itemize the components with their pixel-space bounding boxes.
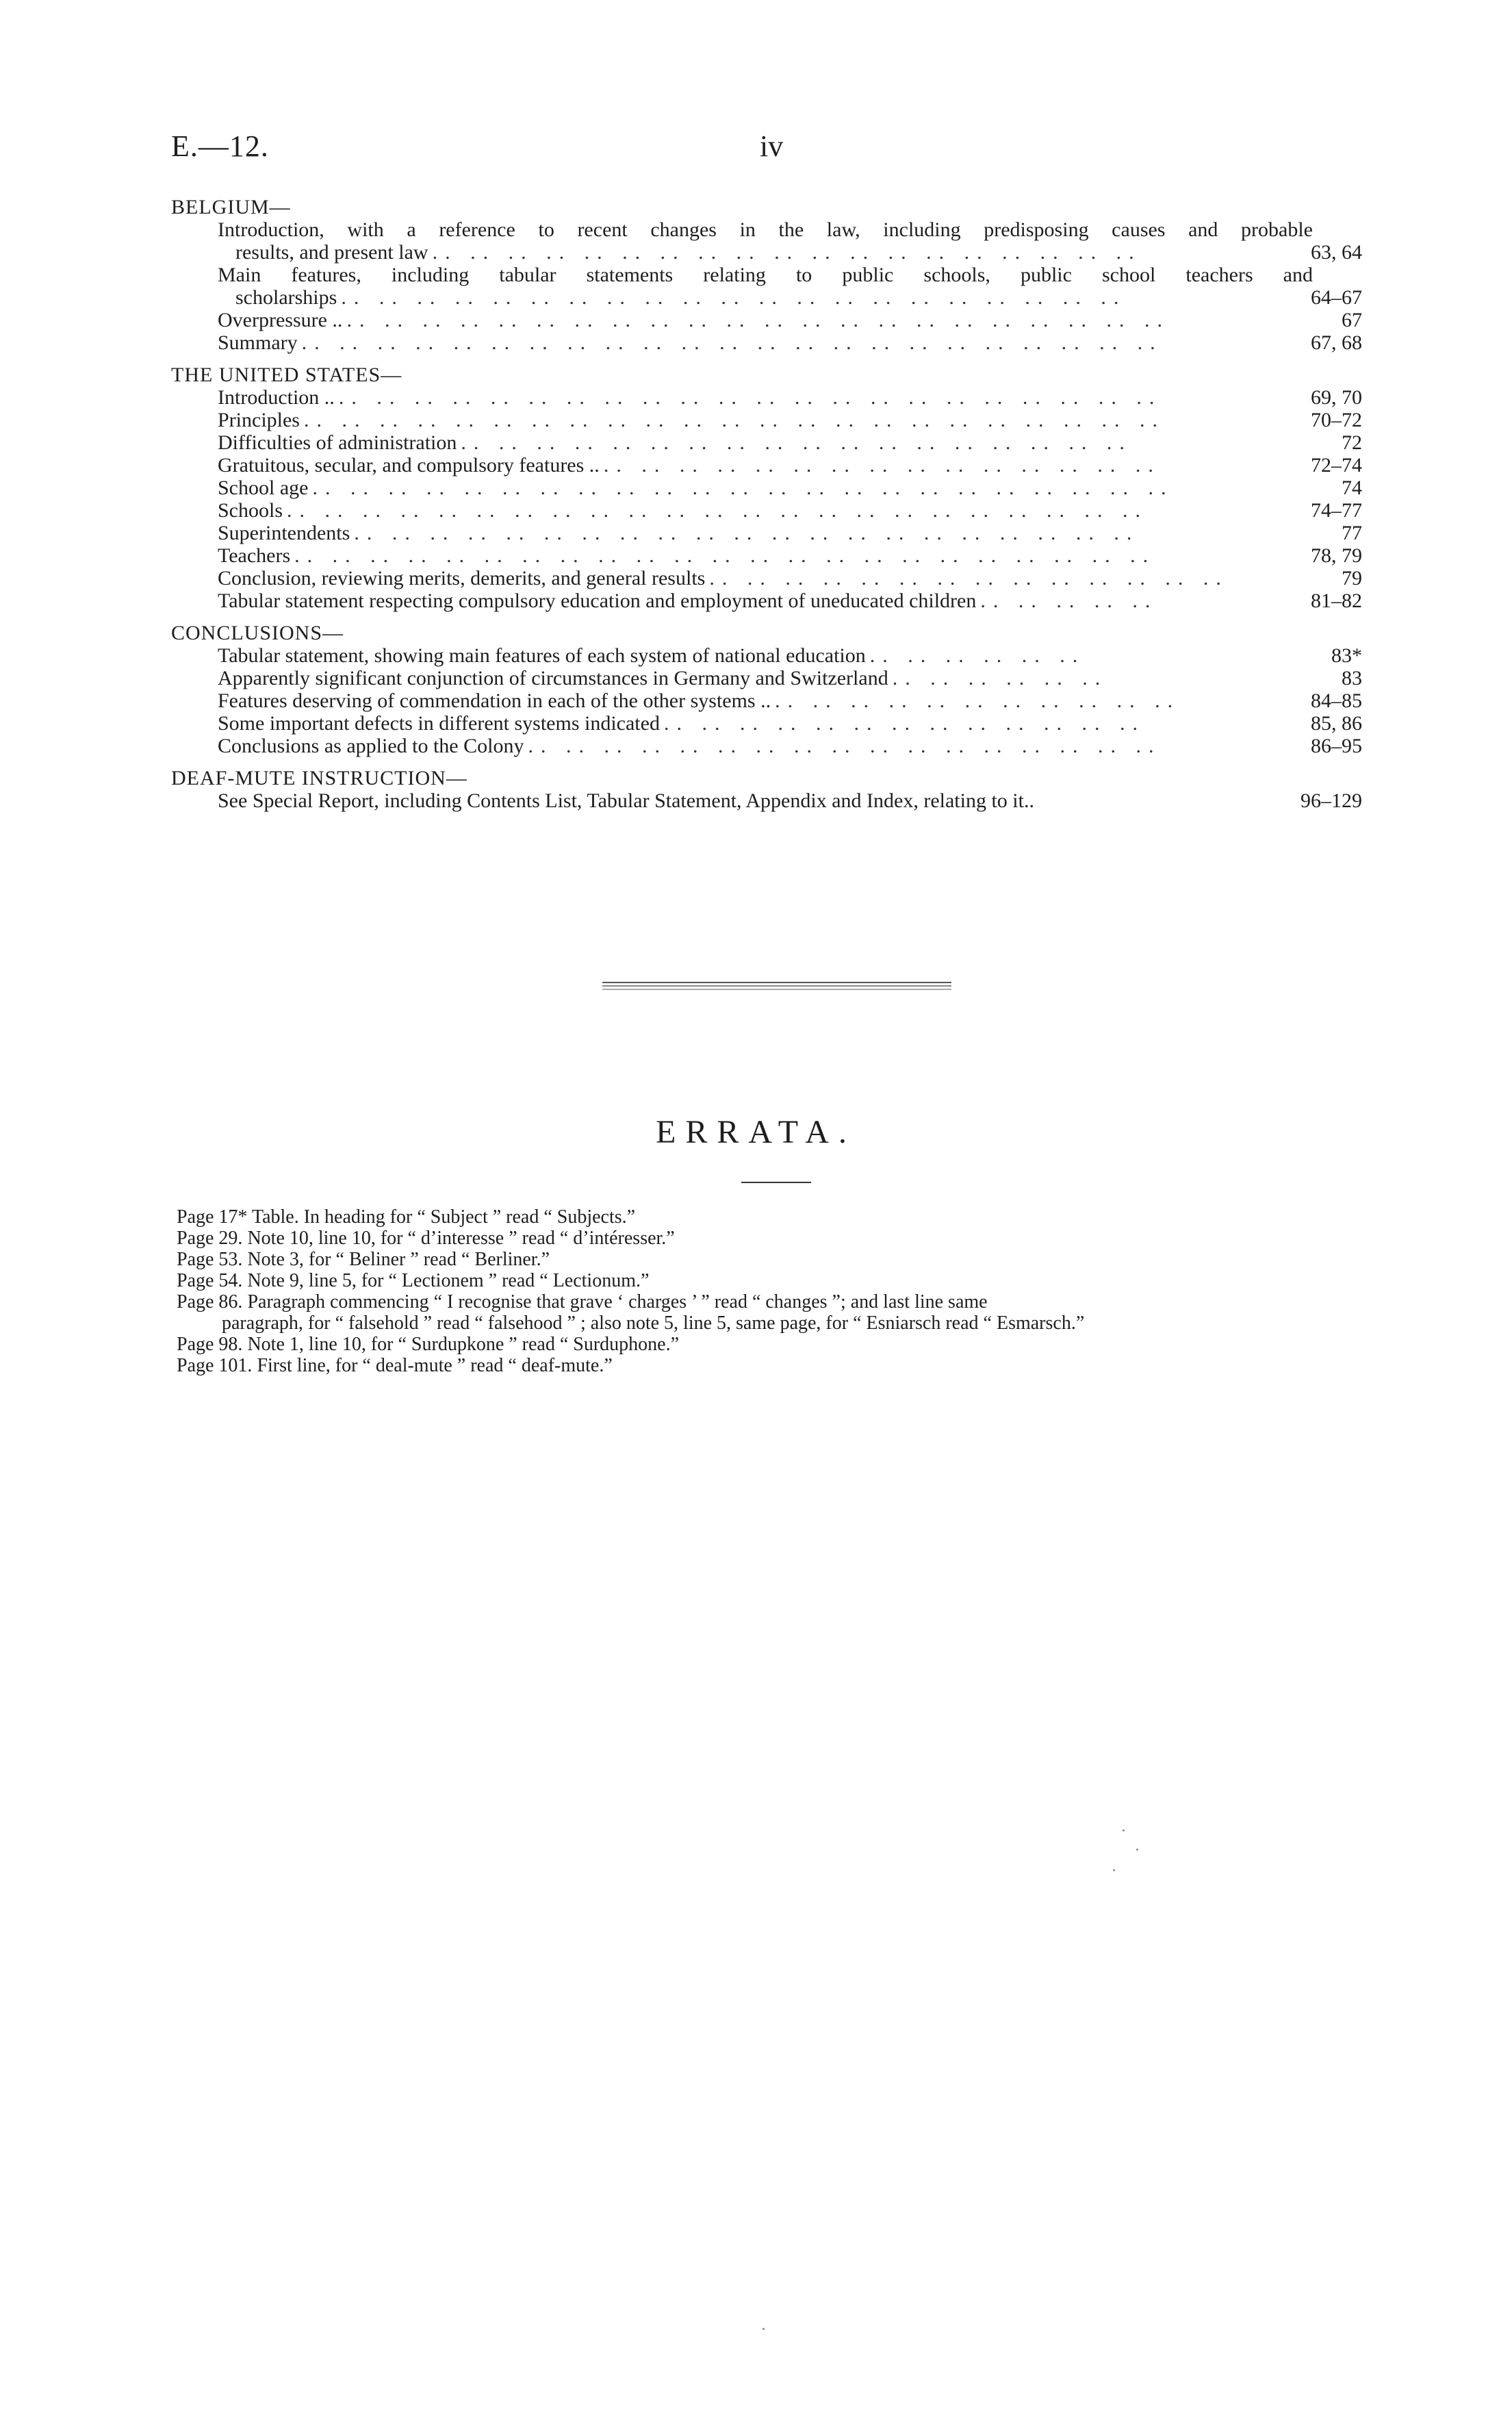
entry-text: Summary <box>218 331 298 354</box>
dot-leader: .. .. .. .. .. .. .. .. .. .. .. .. .. .. .. .. .. .. .. <box>432 241 1142 264</box>
dot-leader: .. .. .. .. .. .. .. .. .. .. .. .. .. <box>663 712 1145 735</box>
entry-text: Schools <box>218 499 283 522</box>
page-number: iv <box>760 129 784 163</box>
dot-leader: .. .. .. .. .. .. .. .. .. .. .. .. .. .. .. .. .. .. .. .. .. .. .. <box>294 544 1156 567</box>
entry-text-line1: Introduction, with a reference to recent changes in the law, including predisposing causes and probable <box>218 218 1313 241</box>
dot-leader: .. .. .. .. .. .. .. .. .. .. .. .. .. .. .. .. .. <box>528 735 1162 757</box>
scan-speck <box>763 2328 765 2330</box>
entry-pages: 79 <box>1342 567 1362 590</box>
contents-entry <box>171 309 1362 331</box>
page-header <box>171 129 1362 170</box>
errata-item <box>177 1355 1381 1376</box>
errata-page-ref: Page 53. <box>177 1249 243 1270</box>
entry-text: Gratuitous, secular, and compulsory features .. <box>218 454 600 477</box>
contents-entry <box>171 386 1362 409</box>
dot-leader: .. .. .. .. .. .. .. .. .. .. .. .. .. .. .. .. .. .. .. .. .. .. <box>346 309 1170 331</box>
entry-pages: 67, 68 <box>1311 331 1362 354</box>
section-title: BELGIUM— <box>171 196 291 218</box>
dot-leader: .. .. .. .. .. .. .. .. .. .. .. .. .. .. .. .. .. .. .. .. .. <box>354 522 1140 544</box>
dot-leader: .. .. .. .. .. .. .. .. .. .. .. <box>775 689 1181 712</box>
contents-entry <box>171 667 1362 689</box>
entry-pages: 72 <box>1342 431 1362 454</box>
reference-code: E.—12. <box>171 129 269 163</box>
scan-speck <box>1113 1869 1115 1871</box>
dot-leader: .. .. .. .. .. .. .. .. .. .. .. .. .. .. <box>709 567 1229 590</box>
errata-item <box>177 1249 1381 1270</box>
errata-page-ref: Page 98. <box>177 1334 243 1355</box>
section-title: DEAF-MUTE INSTRUCTION— <box>171 767 467 789</box>
contents-entry <box>171 454 1362 477</box>
contents-entry <box>171 689 1362 712</box>
errata-text: Note 10, line 10, for “ d’interesse ” read “ d’intéresser.” <box>247 1228 675 1249</box>
errata-item <box>177 1228 1381 1249</box>
section-title: CONCLUSIONS— <box>171 622 344 644</box>
entry-pages: 72–74 <box>1311 454 1362 477</box>
dot-leader: .. .. .. .. .. .. .. .. .. .. .. .. .. .. .. .. .. .. .. .. .. .. .. <box>304 409 1165 431</box>
contents-entry <box>171 477 1362 499</box>
entry-text: See Special Report, including Contents List, Tabular Statement, Appendix and Index, relating to it.. <box>218 789 1034 812</box>
entry-text-line1: Main features, including tabular statements relating to public schools, public school teachers and <box>218 264 1313 286</box>
errata-page-ref: Page 29. <box>177 1228 243 1249</box>
entry-text: School age <box>218 477 309 499</box>
contents-entry <box>171 331 1362 354</box>
entry-text: Tabular statement respecting compulsory education and employment of uneducated children <box>218 590 977 612</box>
entry-pages: 63, 64 <box>1311 241 1362 264</box>
entry-text: Features deserving of commendation in each of the other systems .. <box>218 689 771 712</box>
entry-pages: 69, 70 <box>1311 386 1362 409</box>
entry-text: Introduction .. <box>218 386 335 409</box>
errata-page-ref: Page 101. <box>177 1355 253 1376</box>
entry-text: Superintendents <box>218 522 350 544</box>
scan-speck <box>1123 1829 1125 1831</box>
contents-entry <box>171 218 1362 264</box>
dot-leader: .. .. .. .. .. .. .. .. .. .. .. .. .. .. .. .. .. .. .. .. .. .. .. <box>312 477 1174 499</box>
errata-item <box>177 1206 1381 1228</box>
errata-item <box>177 1270 1381 1291</box>
dot-leader: .. .. .. .. .. .. .. .. .. .. .. .. .. .. .. .. .. .. .. .. .. .. .. <box>287 499 1149 522</box>
errata-heading: ERRATA. <box>656 1114 856 1150</box>
entry-text: Overpressure .. <box>218 309 343 331</box>
errata-rule <box>741 1182 811 1183</box>
entry-pages: 81–82 <box>1311 590 1362 612</box>
entry-text: Conclusion, reviewing merits, demerits, and general results <box>218 567 706 590</box>
entry-pages: 70–72 <box>1311 409 1362 431</box>
ornamental-divider <box>602 982 951 991</box>
entry-text: Difficulties of administration <box>218 431 457 454</box>
entry-text: Principles <box>218 409 300 431</box>
entry-text: Some important defects in different systems indicated <box>218 712 660 735</box>
contents-entry <box>171 499 1362 522</box>
section-title: THE UNITED STATES— <box>171 364 402 386</box>
scan-speck <box>1136 1849 1138 1851</box>
contents-entry <box>171 409 1362 431</box>
errata-text: Table. In heading for “ Subject ” read “ Subjects.” <box>251 1206 636 1228</box>
entry-pages: 96–129 <box>1300 789 1362 812</box>
entry-pages: 83* <box>1331 644 1362 667</box>
section-belgium <box>171 196 1362 354</box>
entry-text-line2: scholarships <box>235 286 337 309</box>
errata-text: Note 1, line 10, for “ Surdupkone ” read “ Surduphone.” <box>247 1334 680 1355</box>
section-deaf-mute-instruction <box>171 767 1362 812</box>
entry-pages: 78, 79 <box>1311 544 1362 567</box>
errata-text: Paragraph commencing “ I recognise that grave ‘ charges ’ ” read “ changes ”; and last line same <box>247 1291 988 1313</box>
entry-pages: 74 <box>1342 477 1362 499</box>
entry-text: Teachers <box>218 544 291 567</box>
contents-entry <box>171 789 1362 812</box>
entry-pages: 74–77 <box>1311 499 1362 522</box>
table-of-contents <box>171 196 1362 822</box>
entry-text: Apparently significant conjunction of circumstances in Germany and Switzerland <box>218 667 888 689</box>
dot-leader: .. .. .. .. .. .. .. .. .. .. .. .. .. .. .. .. .. .. .. .. .. <box>341 286 1127 309</box>
entry-pages: 83 <box>1342 667 1362 689</box>
contents-entry <box>171 644 1362 667</box>
dot-leader: .. .. .. .. .. .. .. .. .. .. .. .. .. .. .. .. .. .. .. .. .. .. .. <box>301 331 1163 354</box>
dot-leader: .. .. .. .. .. .. <box>892 667 1108 689</box>
dot-leader: .. .. .. .. .. .. .. .. .. .. .. .. .. .. .. <box>603 454 1161 477</box>
errata-text: Note 9, line 5, for “ Lectionem ” read “ Lectionum.” <box>247 1270 650 1291</box>
entry-pages: 67 <box>1342 309 1362 331</box>
contents-entry <box>171 544 1362 567</box>
dot-leader: .. .. .. .. .. .. <box>869 644 1086 667</box>
errata-text-continuation: paragraph, for “ falsehold ” read “ falsehood ” ; also note 5, line 5, same page, for “ Esniarsch read “ Esmarsch.” <box>222 1313 1085 1334</box>
contents-entry <box>171 264 1362 309</box>
errata-text: Note 3, for “ Beliner ” read “ Berliner.” <box>247 1249 550 1270</box>
entry-text: Tabular statement, showing main features of each system of national education <box>218 644 866 667</box>
entry-pages: 86–95 <box>1311 735 1362 757</box>
contents-entry <box>171 431 1362 454</box>
contents-entry <box>171 522 1362 544</box>
entry-pages: 77 <box>1342 522 1362 544</box>
dot-leader: .. .. .. .. .. .. .. .. .. .. .. .. .. .. .. .. .. .. .. .. .. .. <box>338 386 1162 409</box>
contents-entry <box>171 735 1362 757</box>
section-conclusions <box>171 622 1362 757</box>
contents-entry <box>171 567 1362 590</box>
entry-pages: 84–85 <box>1311 689 1362 712</box>
entry-text-line2: results, and present law <box>235 241 428 264</box>
contents-entry <box>171 712 1362 735</box>
contents-entry <box>171 590 1362 612</box>
entry-text: Conclusions as applied to the Colony <box>218 735 524 757</box>
errata-page-ref: Page 86. <box>177 1291 243 1313</box>
errata-list <box>177 1206 1381 1376</box>
errata-item <box>177 1291 1381 1334</box>
entry-pages: 85, 86 <box>1311 712 1362 735</box>
section-united-states <box>171 364 1362 612</box>
errata-page-ref: Page 54. <box>177 1270 243 1291</box>
errata-page-ref: Page 17* <box>177 1206 248 1228</box>
errata-text: First line, for “ deal-mute ” read “ deaf-mute.” <box>257 1355 613 1376</box>
entry-pages: 64–67 <box>1311 286 1362 309</box>
dot-leader: .. .. .. .. .. <box>980 590 1158 612</box>
errata-item <box>177 1334 1381 1355</box>
dot-leader: .. .. .. .. .. .. .. .. .. .. .. .. .. .. .. .. .. .. <box>461 431 1132 454</box>
